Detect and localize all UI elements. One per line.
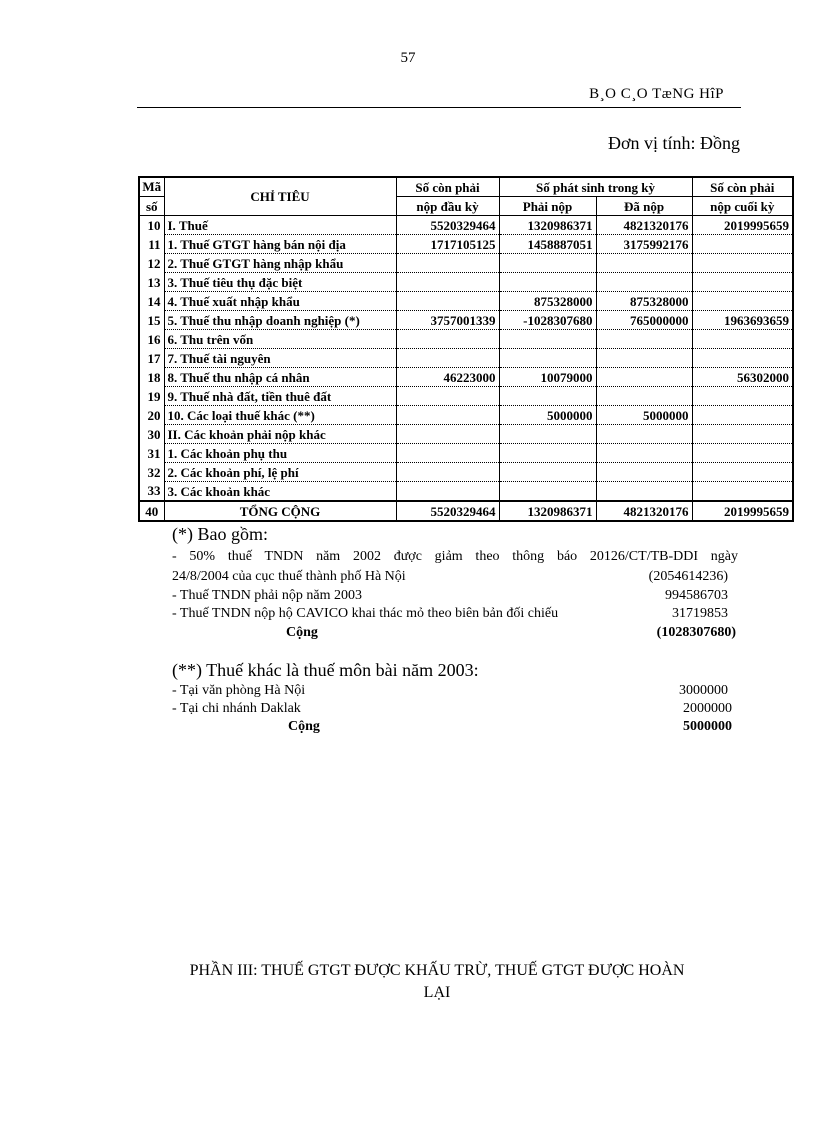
row-closing	[692, 387, 793, 406]
row-code: 30	[147, 426, 161, 442]
note1-line4-amount: 31719853	[672, 606, 728, 621]
note2-line2-text: - Tại chi nhánh Daklak	[172, 701, 301, 716]
row-label: I. Thuế	[164, 216, 396, 235]
row-paid	[596, 254, 692, 273]
row-label: 1. Các khoản phụ thu	[164, 444, 396, 463]
row-label: 10. Các loại thuế khác (**)	[164, 406, 396, 425]
row-closing	[692, 482, 793, 502]
note2-line2-amount: 2000000	[683, 701, 732, 716]
row-code: 13	[147, 274, 161, 290]
header-closing-line2: nộp cuối kỳ	[692, 197, 793, 216]
row-payable: 875328000	[499, 292, 596, 311]
table-row	[139, 311, 793, 330]
header-rule	[137, 107, 741, 108]
row-closing	[692, 406, 793, 425]
row-opening	[396, 330, 499, 349]
row-opening	[396, 482, 499, 502]
row-paid: 765000000	[596, 311, 692, 330]
row-closing	[692, 273, 793, 292]
row-label: 1. Thuế GTGT hàng bán nội địa	[164, 235, 396, 254]
row-payable	[499, 444, 596, 463]
total-payable: 1320986371	[499, 501, 596, 521]
row-paid	[596, 463, 692, 482]
row-paid: 3175992176	[596, 235, 692, 254]
row-payable	[499, 349, 596, 368]
table-row	[139, 463, 793, 482]
row-opening	[396, 425, 499, 444]
row-payable	[499, 273, 596, 292]
row-opening: 46223000	[396, 368, 499, 387]
row-label: 5. Thuế thu nhập doanh nghiệp (*)	[164, 311, 396, 330]
row-code: 11	[148, 236, 161, 252]
row-code: 33	[147, 483, 161, 499]
row-paid: 5000000	[596, 406, 692, 425]
table-row	[139, 216, 793, 235]
row-label: 6. Thu trên vốn	[164, 330, 396, 349]
row-label: 3. Các khoản khác	[164, 482, 396, 502]
row-payable: 5000000	[499, 406, 596, 425]
table-row	[139, 444, 793, 463]
row-code: 12	[147, 255, 161, 271]
note1-line3-text: - Thuế TNDN phải nộp năm 2003	[172, 588, 363, 603]
row-paid	[596, 349, 692, 368]
row-payable	[499, 254, 596, 273]
row-closing	[692, 330, 793, 349]
header-code	[139, 177, 164, 197]
row-paid	[596, 273, 692, 292]
row-code: 18	[147, 369, 161, 385]
row-opening	[396, 349, 499, 368]
note1-line1: - 50% thuế TNDN năm 2002 được giảm theo thông báo 20126/CT/TB-DDI ngày	[172, 549, 738, 564]
note2-line1-amount: 3000000	[679, 683, 728, 698]
table-row	[139, 368, 793, 387]
row-paid	[596, 444, 692, 463]
row-code: 16	[147, 331, 161, 347]
total-code: 40	[139, 501, 164, 521]
row-opening	[396, 406, 499, 425]
page-number: 57	[400, 50, 416, 66]
table-row	[139, 406, 793, 425]
table-row	[139, 254, 793, 273]
row-code: 10	[147, 217, 161, 233]
header-indicator: CHỈ TIÊU	[164, 177, 396, 216]
row-paid	[596, 368, 692, 387]
table-row	[139, 292, 793, 311]
note1-line4-text: - Thuế TNDN nộp hộ CAVICO khai thác mỏ theo biên bản đối chiếu	[172, 606, 559, 621]
row-opening	[396, 463, 499, 482]
note1-total-amount: (1028307680)	[656, 625, 736, 640]
row-paid	[596, 425, 692, 444]
row-payable	[499, 482, 596, 502]
row-closing	[692, 254, 793, 273]
row-label: 3. Thuế tiêu thụ đặc biệt	[164, 273, 396, 292]
total-opening: 5520329464	[396, 501, 499, 521]
row-payable: 1320986371	[499, 216, 596, 235]
row-closing	[692, 463, 793, 482]
header-payable: Phải nộp	[499, 197, 596, 216]
row-code: 31	[147, 445, 161, 461]
note1-total-label: Cộng	[286, 625, 318, 640]
row-payable	[499, 330, 596, 349]
header-arising: Số phát sinh trong kỳ	[499, 177, 692, 197]
note2-total-amount: 5000000	[683, 719, 732, 734]
row-closing: 2019995659	[692, 216, 793, 235]
row-paid	[596, 330, 692, 349]
section-heading-line1: PHẦN III: THUẾ GTGT ĐƯỢC KHẤU TRỪ, THUẾ GTGT ĐƯỢC HOÀN	[189, 962, 685, 979]
header-closing-line1: Số còn phải	[692, 177, 793, 197]
table-row	[139, 425, 793, 444]
row-paid: 875328000	[596, 292, 692, 311]
row-payable	[499, 425, 596, 444]
unit-label: Đơn vị tính: Đồng	[607, 133, 740, 153]
row-closing: 1963693659	[692, 311, 793, 330]
table-row	[139, 273, 793, 292]
row-label: 2. Thuế GTGT hàng nhập khẩu	[164, 254, 396, 273]
row-label: 9. Thuế nhà đất, tiền thuê đất	[164, 387, 396, 406]
row-code: 19	[147, 388, 161, 404]
total-paid: 4821320176	[596, 501, 692, 521]
total-label: TỔNG CỘNG	[164, 501, 396, 521]
row-code: 20	[147, 407, 161, 423]
row-label: 8. Thuế thu nhập cá nhân	[164, 368, 396, 387]
note1-line3-amount: 994586703	[665, 588, 728, 603]
row-closing: 56302000	[692, 368, 793, 387]
row-opening: 1717105125	[396, 235, 499, 254]
row-closing	[692, 349, 793, 368]
section-heading	[132, 960, 742, 1004]
row-closing	[692, 425, 793, 444]
header-code-line1: Mã	[142, 179, 162, 194]
total-row	[139, 501, 793, 521]
row-label: II. Các khoản phải nộp khác	[164, 425, 396, 444]
header-paid: Đã nộp	[596, 197, 692, 216]
header-opening-line2: nộp đầu kỳ	[396, 197, 499, 216]
table-row	[139, 482, 793, 502]
row-opening	[396, 292, 499, 311]
row-opening	[396, 387, 499, 406]
row-opening	[396, 273, 499, 292]
row-paid	[596, 387, 692, 406]
table-row	[139, 349, 793, 368]
row-label: 2. Các khoản phí, lệ phí	[164, 463, 396, 482]
row-code: 32	[147, 464, 161, 480]
note2-line1-text: - Tại văn phòng Hà Nội	[172, 683, 306, 698]
header-opening-line1: Số còn phải	[396, 177, 499, 197]
row-code: 14	[147, 293, 161, 309]
row-code: 17	[147, 350, 161, 366]
row-closing	[692, 444, 793, 463]
row-closing	[692, 292, 793, 311]
header-code-line2: số	[145, 198, 158, 214]
row-closing	[692, 235, 793, 254]
row-opening	[396, 444, 499, 463]
row-payable	[499, 387, 596, 406]
row-payable: -1028307680	[499, 311, 596, 330]
note1-line2-amount: (2054614236)	[648, 569, 728, 584]
note2-title: (**) Thuế khác là thuế môn bài năm 2003:	[172, 660, 479, 680]
row-label: 7. Thuế tài nguyên	[164, 349, 396, 368]
table-row	[139, 387, 793, 406]
row-opening	[396, 254, 499, 273]
tax-table	[138, 176, 794, 522]
note1-line2-text: 24/8/2004 của cục thuế thành phố Hà Nội	[172, 569, 406, 584]
note2-total-label: Cộng	[288, 719, 320, 734]
row-code: 15	[147, 312, 161, 328]
table-row	[139, 330, 793, 349]
row-paid	[596, 482, 692, 502]
row-payable: 1458887051	[499, 235, 596, 254]
row-paid: 4821320176	[596, 216, 692, 235]
row-opening: 5520329464	[396, 216, 499, 235]
row-opening: 3757001339	[396, 311, 499, 330]
row-payable	[499, 463, 596, 482]
running-header: B¸O C¸O TæNG HîP	[589, 86, 724, 102]
section-heading-line2: LẠI	[423, 984, 451, 1001]
row-payable: 10079000	[499, 368, 596, 387]
note1-title: (*) Bao gồm:	[172, 524, 268, 544]
table-row	[139, 235, 793, 254]
total-closing: 2019995659	[692, 501, 793, 521]
row-label: 4. Thuế xuất nhập khẩu	[164, 292, 396, 311]
